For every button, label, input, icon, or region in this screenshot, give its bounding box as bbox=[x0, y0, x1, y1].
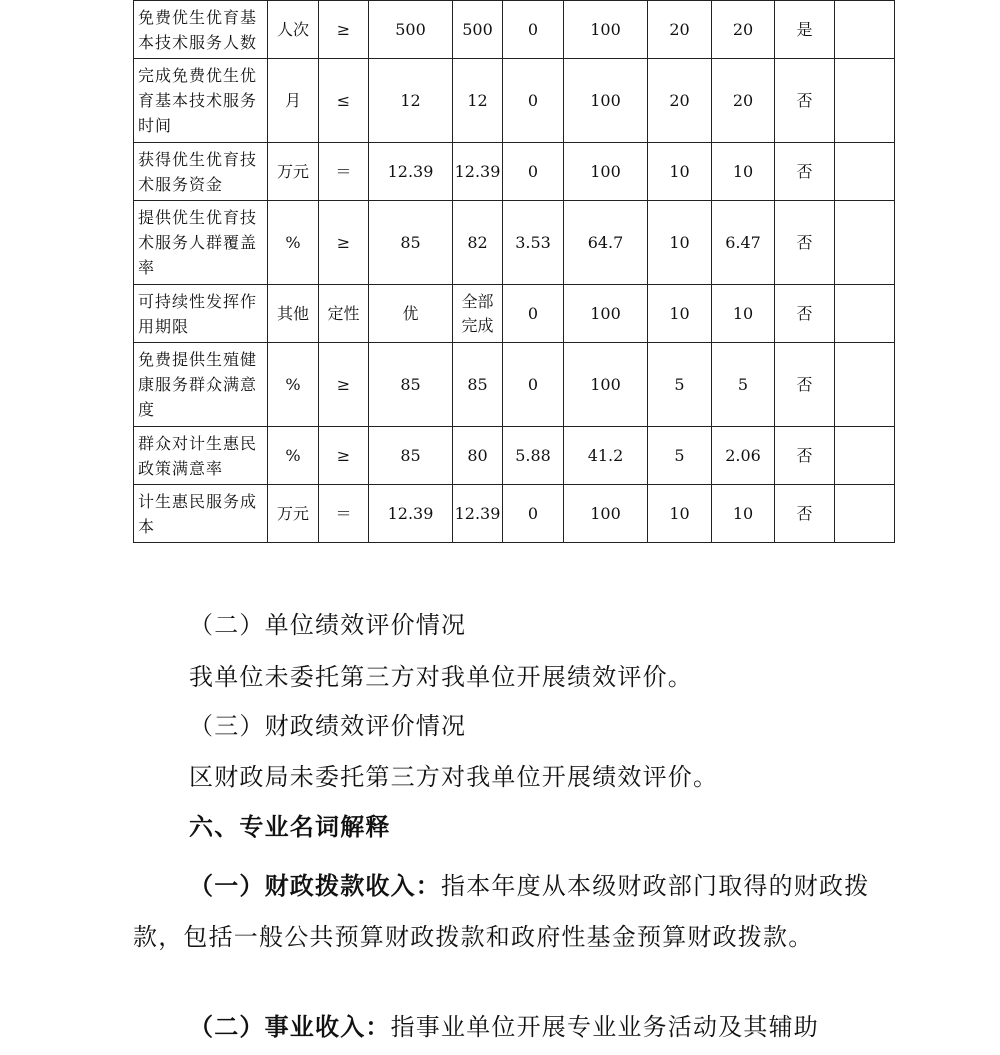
cell-op: ≥ bbox=[319, 427, 369, 485]
cell-deviation: 3.53 bbox=[503, 201, 564, 285]
cell-note bbox=[835, 1, 895, 59]
cell-score: 20 bbox=[712, 59, 775, 143]
cell-indicator: 提供优生优育技术服务人群覆盖率 bbox=[134, 201, 268, 285]
cell-indicator: 获得优生优育技术服务资金 bbox=[134, 143, 268, 201]
table-row bbox=[134, 485, 895, 543]
cell-indicator: 群众对计生惠民政策满意率 bbox=[134, 427, 268, 485]
cell-flag: 否 bbox=[775, 343, 835, 427]
cell-score: 6.47 bbox=[712, 201, 775, 285]
table-body bbox=[134, 1, 895, 543]
cell-score: 2.06 bbox=[712, 427, 775, 485]
cell-weight: 5 bbox=[648, 343, 712, 427]
cell-actual: 500 bbox=[453, 1, 503, 59]
cell-actual: 12 bbox=[453, 59, 503, 143]
cell-deviation: 0 bbox=[503, 343, 564, 427]
cell-flag: 否 bbox=[775, 285, 835, 343]
cell-weight: 20 bbox=[648, 59, 712, 143]
cell-op: ≤ bbox=[319, 59, 369, 143]
cell-unit: 月 bbox=[268, 59, 319, 143]
cell-rate: 100 bbox=[564, 343, 648, 427]
cell-op: 定性 bbox=[319, 285, 369, 343]
finance-eval-heading: （三）财政绩效评价情况 bbox=[189, 712, 467, 740]
cell-weight: 20 bbox=[648, 1, 712, 59]
term1-label: （一）财政拨款收入： bbox=[189, 871, 441, 900]
cell-unit: 万元 bbox=[268, 143, 319, 201]
term2-text: 指事业单位开展专业业务活动及其辅助 bbox=[390, 1013, 820, 1041]
table-row bbox=[134, 143, 895, 201]
cell-unit: 人次 bbox=[268, 1, 319, 59]
cell-note bbox=[835, 201, 895, 285]
cell-actual: 全部完成 bbox=[453, 285, 503, 343]
cell-actual: 82 bbox=[453, 201, 503, 285]
cell-rate: 64.7 bbox=[564, 201, 648, 285]
cell-weight: 10 bbox=[648, 201, 712, 285]
cell-weight: 10 bbox=[648, 143, 712, 201]
cell-target: 85 bbox=[369, 427, 453, 485]
table-row bbox=[134, 285, 895, 343]
cell-actual: 85 bbox=[453, 343, 503, 427]
cell-target: 12.39 bbox=[369, 143, 453, 201]
cell-note bbox=[835, 343, 895, 427]
term1-text: 指本年度从本级财政部门取得的财政拨款，包括一般公共预算财政拨款和政府性基金预算财政拨款。 bbox=[133, 872, 870, 951]
cell-target: 85 bbox=[369, 343, 453, 427]
cell-flag: 否 bbox=[775, 485, 835, 543]
cell-note bbox=[835, 485, 895, 543]
cell-flag: 是 bbox=[775, 1, 835, 59]
cell-flag: 否 bbox=[775, 59, 835, 143]
cell-note bbox=[835, 285, 895, 343]
cell-deviation: 0 bbox=[503, 1, 564, 59]
cell-actual: 12.39 bbox=[453, 485, 503, 543]
cell-score: 10 bbox=[712, 285, 775, 343]
table-row bbox=[134, 343, 895, 427]
cell-op: ＝ bbox=[319, 485, 369, 543]
cell-note bbox=[835, 427, 895, 485]
finance-eval-text: 区财政局未委托第三方对我单位开展绩效评价。 bbox=[189, 763, 719, 791]
table-row bbox=[134, 427, 895, 485]
cell-target: 优 bbox=[369, 285, 453, 343]
cell-deviation: 0 bbox=[503, 143, 564, 201]
cell-deviation: 0 bbox=[503, 59, 564, 143]
cell-op: ＝ bbox=[319, 143, 369, 201]
cell-weight: 10 bbox=[648, 285, 712, 343]
cell-score: 20 bbox=[712, 1, 775, 59]
term1-paragraph bbox=[133, 860, 878, 963]
cell-rate: 100 bbox=[564, 143, 648, 201]
cell-deviation: 5.88 bbox=[503, 427, 564, 485]
term2-paragraph bbox=[133, 1010, 878, 1044]
table-row bbox=[134, 59, 895, 143]
cell-weight: 10 bbox=[648, 485, 712, 543]
cell-target: 12 bbox=[369, 59, 453, 143]
cell-score: 10 bbox=[712, 485, 775, 543]
terms-heading: 六、专业名词解释 bbox=[189, 812, 391, 841]
cell-target: 12.39 bbox=[369, 485, 453, 543]
unit-eval-heading: （二）单位绩效评价情况 bbox=[189, 611, 467, 639]
cell-actual: 80 bbox=[453, 427, 503, 485]
cell-deviation: 0 bbox=[503, 485, 564, 543]
cell-op: ≥ bbox=[319, 201, 369, 285]
cell-weight: 5 bbox=[648, 427, 712, 485]
cell-unit: 万元 bbox=[268, 485, 319, 543]
cell-note bbox=[835, 59, 895, 143]
cell-score: 5 bbox=[712, 343, 775, 427]
unit-eval-text: 我单位未委托第三方对我单位开展绩效评价。 bbox=[189, 663, 693, 691]
cell-unit: 其他 bbox=[268, 285, 319, 343]
cell-score: 10 bbox=[712, 143, 775, 201]
cell-indicator: 计生惠民服务成本 bbox=[134, 485, 268, 543]
cell-note bbox=[835, 143, 895, 201]
cell-flag: 否 bbox=[775, 427, 835, 485]
cell-rate: 100 bbox=[564, 485, 648, 543]
cell-rate: 41.2 bbox=[564, 427, 648, 485]
cell-indicator: 可持续性发挥作用期限 bbox=[134, 285, 268, 343]
cell-unit: % bbox=[268, 343, 319, 427]
cell-op: ≥ bbox=[319, 1, 369, 59]
cell-rate: 100 bbox=[564, 1, 648, 59]
cell-rate: 100 bbox=[564, 285, 648, 343]
cell-flag: 否 bbox=[775, 143, 835, 201]
cell-target: 85 bbox=[369, 201, 453, 285]
table-row bbox=[134, 1, 895, 59]
cell-indicator: 完成免费优生优育基本技术服务时间 bbox=[134, 59, 268, 143]
cell-deviation: 0 bbox=[503, 285, 564, 343]
table-row bbox=[134, 201, 895, 285]
cell-actual: 12.39 bbox=[453, 143, 503, 201]
cell-target: 500 bbox=[369, 1, 453, 59]
cell-unit: % bbox=[268, 427, 319, 485]
cell-indicator: 免费优生优育基本技术服务人数 bbox=[134, 1, 268, 59]
cell-flag: 否 bbox=[775, 201, 835, 285]
cell-rate: 100 bbox=[564, 59, 648, 143]
cell-op: ≥ bbox=[319, 343, 369, 427]
cell-unit: % bbox=[268, 201, 319, 285]
performance-table bbox=[133, 0, 895, 543]
cell-indicator: 免费提供生殖健康服务群众满意度 bbox=[134, 343, 268, 427]
term2-label: （二）事业收入： bbox=[189, 1012, 391, 1041]
